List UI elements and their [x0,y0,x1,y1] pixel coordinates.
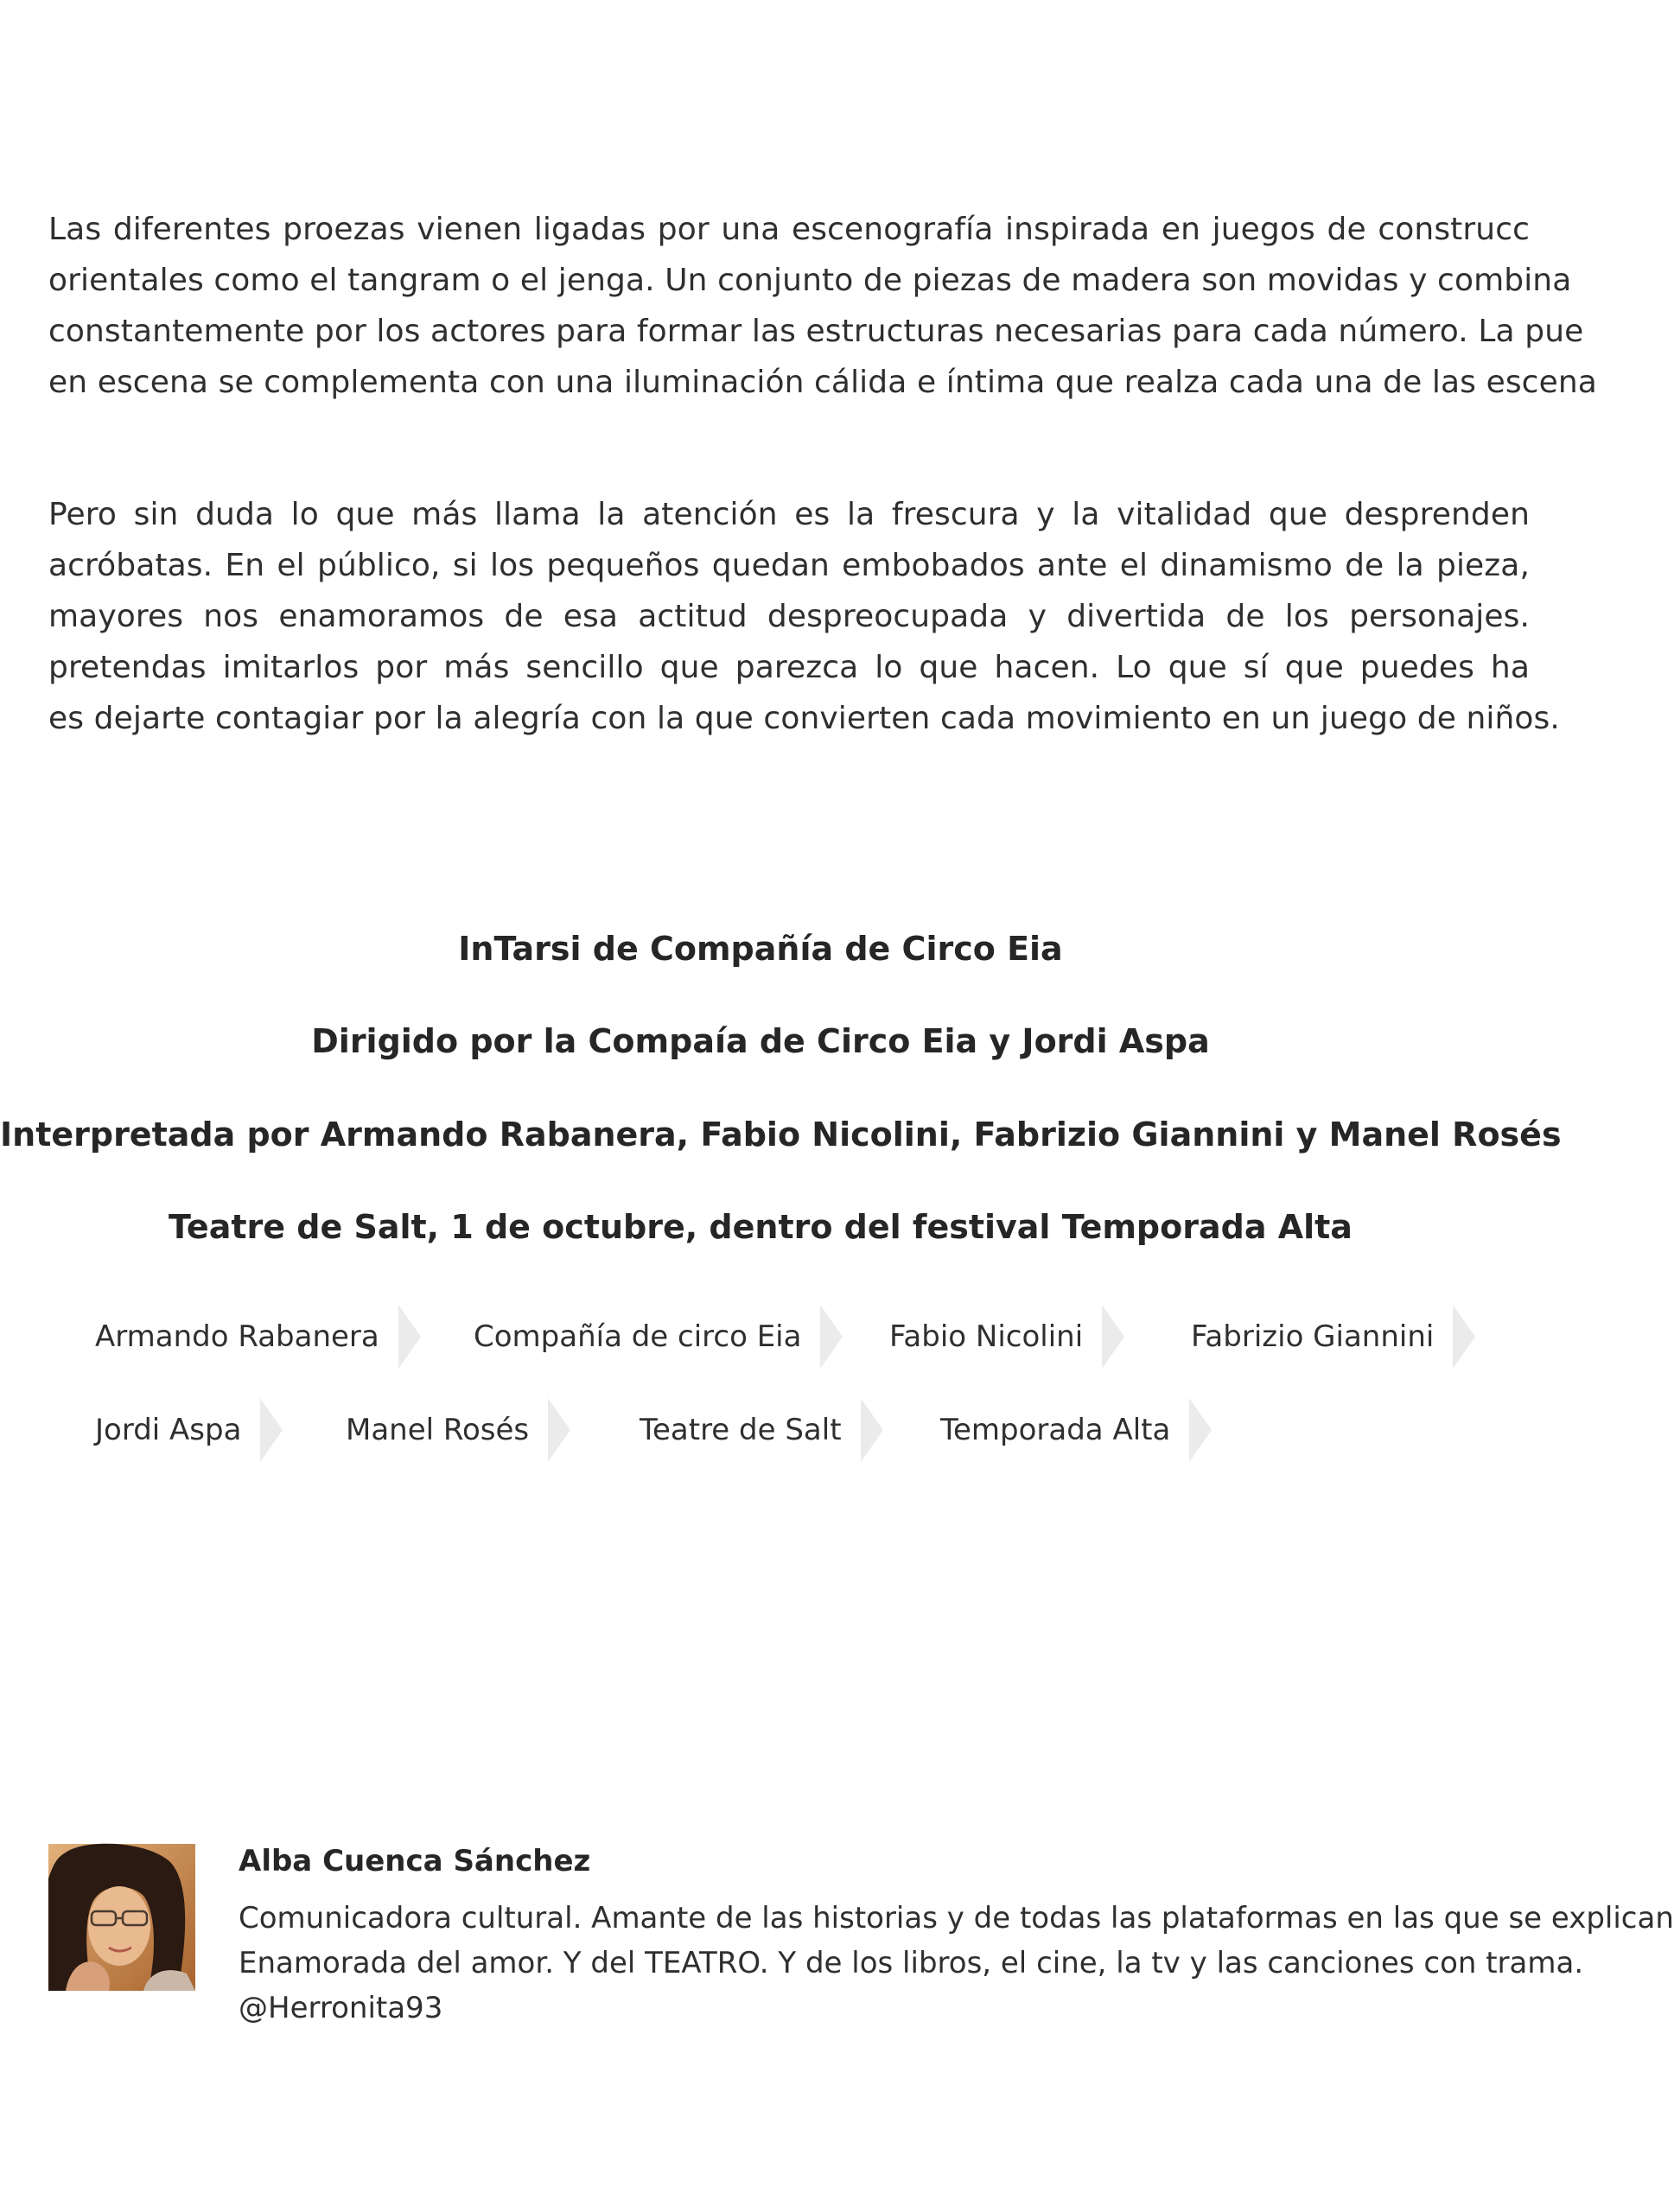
article-paragraph-1 [48,204,1597,408]
credits-venue: Teatre de Salt, 1 de octubre, dentro del festival Temporada Alta [169,1208,1353,1246]
tag-label: Jordi Aspa [95,1413,242,1447]
tag-compania-de-circo-eia[interactable] [427,1305,843,1369]
article-paragraph-2 [48,489,1560,744]
tag-label: Temporada Alta [940,1413,1171,1447]
tag-fabio-nicolini[interactable] [843,1305,1124,1369]
paragraph-line: mayores nos enamoramos de esa actitud despreocupada y divertida de los personajes. [48,599,1530,634]
tag-armando-rabanera[interactable] [48,1305,421,1369]
author-bio-line: Comunicadora cultural. Amante de las historias y de todas las plataformas en las que se explican [239,1901,1674,1936]
paragraph-line: pretendas imitarlos por más sencillo que parezca lo que hacen. Lo que sí que puedes ha [48,650,1530,685]
credits-title: InTarsi de Compañía de Circo Eia [458,930,1063,968]
tag-label: Fabrizio Giannini [1191,1319,1435,1354]
tag-arrow-icon [1189,1398,1212,1462]
tag-arrow-icon [398,1305,421,1369]
paragraph-line: orientales como el tangram o el jenga. Un conjunto de piezas de madera son movidas y combina [48,263,1572,298]
author-bio-line: Enamorada del amor. Y del TEATRO. Y de los libros, el cine, la tv y las canciones con trama. [239,1946,1584,1980]
paragraph-line: constantemente por los actores para formar las estructuras necesarias para cada número. La pue [48,314,1584,349]
tag-arrow-icon [1102,1305,1124,1369]
tag-arrow-icon [1453,1305,1475,1369]
paragraph-line: Pero sin duda lo que más llama la atención es la frescura y la vitalidad que desprenden [48,497,1530,532]
tag-fabrizio-giannini[interactable] [1144,1305,1475,1369]
author-box [48,1844,1674,2051]
tag-arrow-icon [548,1398,570,1462]
author-twitter-handle[interactable]: @Herronita93 [239,1991,443,2025]
author-name[interactable]: Alba Cuenca Sánchez [239,1844,591,1878]
credits-cast: Interpretada por Armando Rabanera, Fabio Nicolini, Fabrizio Giannini y Manel Rosés [0,1116,1562,1154]
author-bio [239,1896,1674,2031]
paragraph-line: es dejarte contagiar por la alegría con la que convierten cada movimiento en un juego de niños. [48,701,1560,736]
tag-label: Manel Rosés [346,1413,530,1447]
paragraph-line: en escena se complementa con una iluminación cálida e íntima que realza cada una de las escena [48,365,1597,400]
tag-teatre-de-salt[interactable] [593,1398,883,1462]
tag-manel-roses[interactable] [299,1398,570,1462]
tag-label: Teatre de Salt [640,1413,842,1447]
tag-jordi-aspa[interactable] [48,1398,283,1462]
tag-arrow-icon [820,1305,843,1369]
tag-arrow-icon [260,1398,283,1462]
tag-arrow-icon [861,1398,883,1462]
tag-label: Compañía de circo Eia [474,1319,802,1354]
avatar-image [48,1844,195,1991]
tag-label: Fabio Nicolini [889,1319,1084,1354]
tag-label: Armando Rabanera [95,1319,379,1354]
tag-temporada-alta[interactable] [894,1398,1212,1462]
avatar[interactable] [48,1844,195,1991]
credits-director: Dirigido por la Compaía de Circo Eia y Jordi Aspa [311,1022,1210,1060]
paragraph-line: acróbatas. En el público, si los pequeños quedan embobados ante el dinamismo de la pieza, [48,548,1530,583]
paragraph-line: Las diferentes proezas vienen ligadas por una escenografía inspirada en juegos de construcc [48,212,1530,247]
